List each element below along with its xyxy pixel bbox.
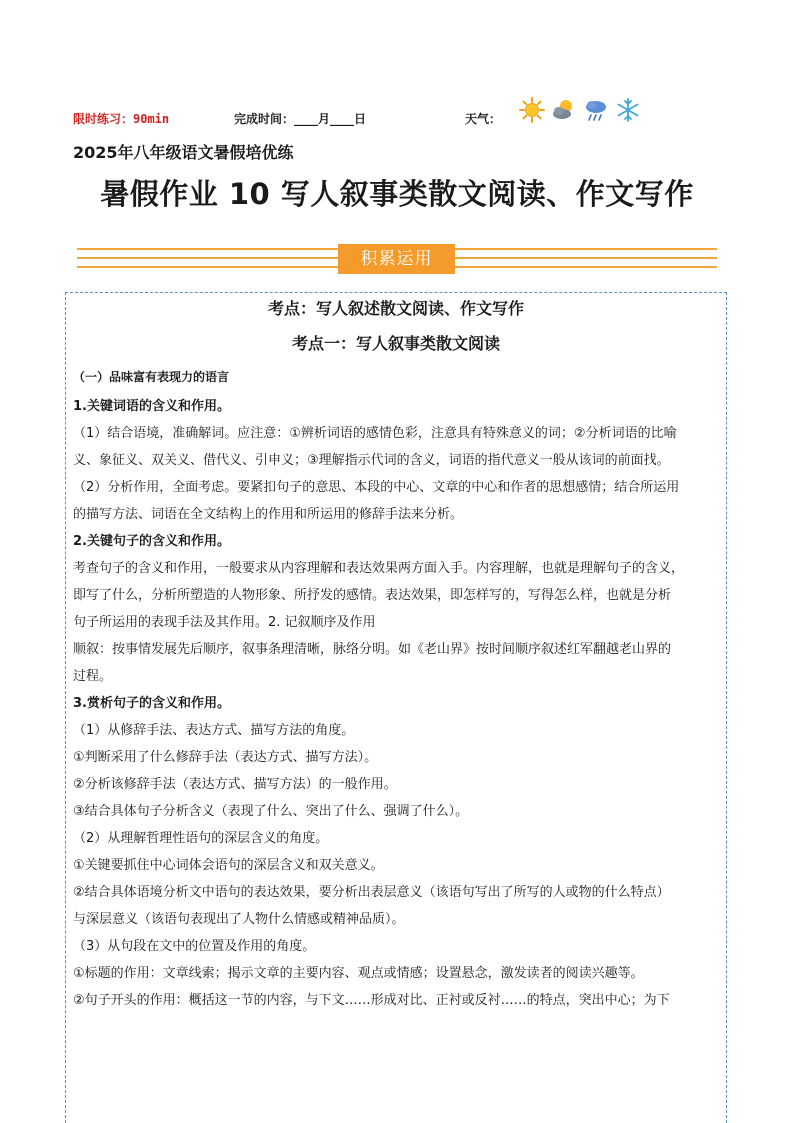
text-line: 的描写方法、词语在全文结构上的作用和所运用的修辞手法来分析。 xyxy=(73,507,464,522)
partly-cloudy-icon[interactable] xyxy=(551,97,577,123)
text-line: ①判断采用了什么修辞手法（表达方式、描写方法）。 xyxy=(73,750,378,765)
text-line: 过程。 xyxy=(73,669,113,684)
text-line: ①关键要抓住中心词体会语句的深层含义和双关意义。 xyxy=(73,858,384,873)
text-line: ①标题的作用：文章线索；揭示文章的主要内容、观点或情感；设置悬念，激发读者的阅读兴趣等。 xyxy=(73,966,644,981)
weather-label: 天气： xyxy=(465,112,502,126)
text-line: 即写了什么，分析所塑造的人物形象、所抒发的感情。表达效果，即怎样写的，写得怎么样，也就是分析 xyxy=(73,588,672,603)
section-banner xyxy=(77,244,717,274)
snowflake-icon[interactable] xyxy=(615,97,641,123)
text-line: 2.关键句子的含义和作用。 xyxy=(73,534,230,549)
text-line: 顺叙：按事情发展先后顺序，叙事条理清晰，脉络分明。如《老山界》按时间顺序叙述红军翻越老山界的 xyxy=(73,642,672,657)
text-line: 义、象征义、双关义、借代义、引申义；③理解指示代词的含义，词语的指代意义一般从该词的前面找。 xyxy=(73,453,670,468)
time-limit: 限时练习：90min xyxy=(73,112,170,126)
text-line: （1）从修辞手法、表达方式、描写方法的角度。 xyxy=(73,723,355,738)
text-line: 考查句子的含义和作用，一般要求从内容理解和表达效果两方面入手。内容理解，也就是理解句子的含义， xyxy=(73,561,685,576)
text-line: ②分析该修辞手法（表达方式、描写方法）的一般作用。 xyxy=(73,777,397,792)
topic-heading: 考点：写人叙述散文阅读、作文写作 xyxy=(267,299,524,318)
topic-subheading: 考点一：写人叙事类散文阅读 xyxy=(291,334,500,353)
text-line: 1.关键词语的含义和作用。 xyxy=(73,399,230,414)
text-line: （一）品味富有表现力的语言 xyxy=(73,370,230,384)
text-line: （3）从句段在文中的位置及作用的角度。 xyxy=(73,939,316,954)
text-line: （1）结合语境，准确解词。应注意：①辨析词语的感情色彩，注意具有特殊意义的词；②分析词语的比喻 xyxy=(73,426,677,441)
text-line: ②结合具体语境分析文中语句的表达效果，要分析出表层意义（该语句写出了所写的人或物的什么特点） xyxy=(73,885,670,900)
sun-icon[interactable] xyxy=(519,97,545,123)
section-badge: 积累运用 xyxy=(338,244,455,274)
text-line: ②句子开头的作用：概括这一节的内容，与下文……形成对比、正衬或反衬……的特点，突出中心；为下 xyxy=(73,993,670,1008)
text-line: ③结合具体句子分析含义（表现了什么、突出了什么、强调了什么）。 xyxy=(73,804,469,819)
text-line: （2）从理解哲理性语句的深层含义的角度。 xyxy=(73,831,329,846)
document-subtitle: 2025年八年级语文暑假培优练 xyxy=(73,143,294,162)
text-line: （2）分析作用，全面考虑。要紧扣句子的意思、本段的中心、文章的中心和作者的思想感情；结合所运用 xyxy=(73,480,680,495)
text-line: 句子所运用的表现手法及其作用。2. 记叙顺序及作用 xyxy=(73,615,376,630)
text-line: 与深层意义（该语句表现出了人物什么情感或精神品质）。 xyxy=(73,912,405,927)
text-line: 3.赏析句子的含义和作用。 xyxy=(73,696,230,711)
completion-time-field[interactable]: 完成时间：____月____日 xyxy=(234,112,367,126)
document-title: 暑假作业 10 写人叙事类散文阅读、作文写作 xyxy=(100,177,694,211)
rain-cloud-icon[interactable] xyxy=(583,97,609,123)
weather-icons xyxy=(519,97,641,123)
